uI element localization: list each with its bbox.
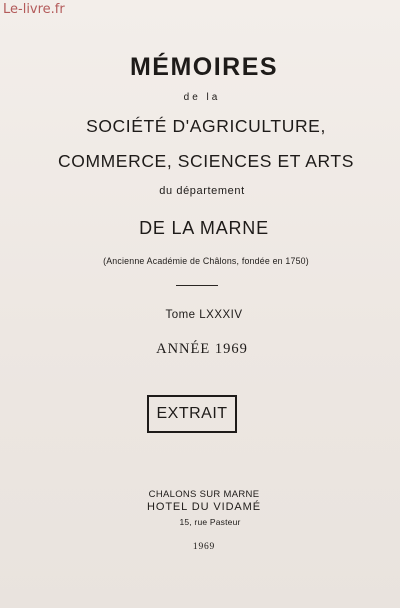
year-heading: ANNÉE 1969 [156, 341, 248, 357]
watermark-logo: Le-livre.fr [3, 2, 65, 17]
publisher-building: HOTEL DU VIDAMÉ [147, 501, 261, 513]
publisher-city: CHALONS SUR MARNE [148, 489, 260, 500]
departement-name: DE LA MARNE [139, 218, 269, 238]
society-name-line2: COMMERCE, SCIENCES ET ARTS [58, 151, 354, 171]
divider-rule [176, 285, 218, 286]
extrait-label: EXTRAIT [156, 405, 228, 422]
society-name-line1: SOCIÉTÉ D'AGRICULTURE, [86, 116, 326, 136]
former-academy-note: (Ancienne Académie de Châlons, fondée en 1750) [103, 256, 309, 266]
publication-year: 1969 [192, 542, 216, 552]
volume-number: Tome LXXXIV [165, 309, 243, 321]
de-la-text: de la [183, 92, 221, 103]
document-title: MÉMOIRES [129, 53, 279, 81]
extrait-stamp [147, 395, 237, 433]
departement-text: du département [159, 185, 245, 197]
publisher-address: 15, rue Pasteur [179, 517, 241, 527]
